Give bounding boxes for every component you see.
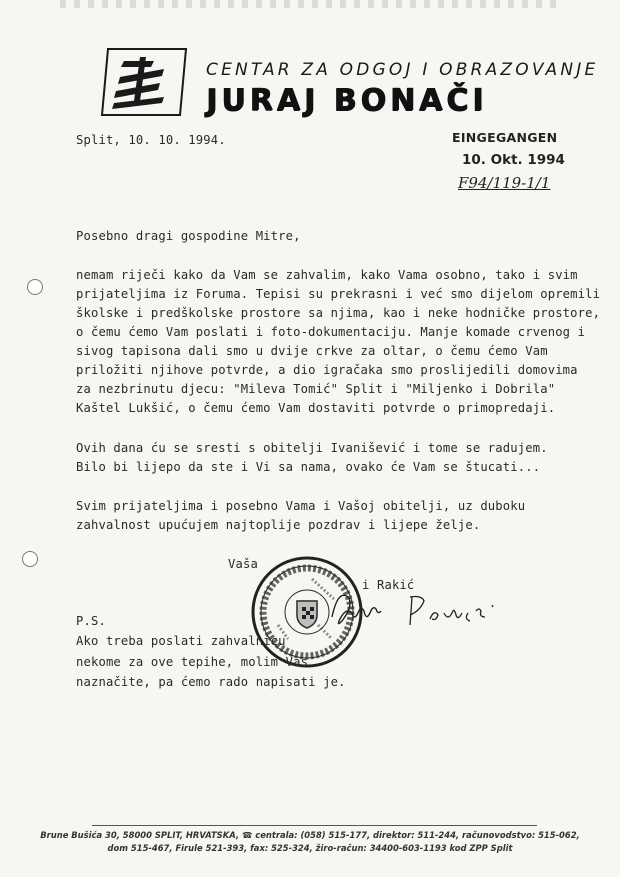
footer-address-line: Brune Bušića 30, 58000 SPLIT, HRVATSKA, ☎ centrala: (058) 515-177, direktor: 511-244, računovodstvo: 515-062,: [40, 830, 580, 840]
received-stamp-date: 10. Okt. 1994: [462, 152, 565, 168]
body-line: za nezbrinutu djecu: "Mileva Tomić" Split i "Miljenko i Dobrila": [76, 382, 556, 396]
body-line: Bilo bi lijepo da ste i Vi sa nama, ovako će Vam se štucati...: [76, 460, 541, 474]
punch-hole: [27, 279, 43, 295]
body-line: Svim prijateljima i posebno Vama i Vašoj obitelji, uz duboku: [76, 499, 526, 513]
body-line: zahvalnost upućujem najtoplije pozdrav i lijepe želje.: [76, 518, 481, 532]
ps-line: Ako treba poslati zahvalnicu: [76, 634, 286, 648]
body-line: priložiti njihove potvrde, a dio igračaka smo proslijedili domovima: [76, 363, 578, 377]
body-line: sivog tapisona dali smo u dvije crkve za oltar, o čemu ćemo Vam: [76, 344, 548, 358]
body-line: školske i predškolske prostore sa njima, kao i neke hodničke prostore,: [76, 306, 601, 320]
institution-logo: [100, 47, 188, 117]
handwritten-signature: [322, 585, 522, 635]
body-line: Ovih dana ću se sresti s obitelji Ivanišević i tome se radujem.: [76, 441, 548, 455]
footer-divider: [92, 825, 537, 826]
punch-hole: [22, 551, 38, 567]
institution-name: JURAJ BONAČI: [206, 83, 488, 118]
received-stamp-ref: F94/119-1/1: [458, 174, 551, 192]
received-stamp-label: EINGEGANGEN: [452, 130, 558, 145]
body-line: prijateljima iz Foruma. Tepisi su prekrasni i već smo dijelom opremili: [76, 287, 601, 301]
ps-line: naznačite, pa ćemo rado napisati je.: [76, 675, 346, 689]
body-line: o čemu ćemo Vam poslati i foto-dokumentaciju. Manje komade crvenog i: [76, 325, 586, 339]
ps-heading: P.S.: [76, 614, 106, 628]
body-line: nemam riječi kako da Vam se zahvalim, kako Vama osobno, tako i svim: [76, 268, 578, 282]
signer-name: i Rakić: [362, 578, 415, 592]
institution-line: CENTAR ZA ODGOJ I OBRAZOVANJE: [206, 60, 599, 80]
footer-contact-line: dom 515-467, Firule 521-393, fax: 525-324, žiro-račun: 34400-603-1193 kod ZPP Split: [107, 843, 513, 853]
top-scan-noise: [60, 0, 560, 8]
body-line: Kaštel Lukšić, o čemu ćemo Vam dostaviti potvrde o primopredaji.: [76, 401, 556, 415]
salutation: Posebno dragi gospodine Mitre,: [76, 229, 301, 243]
ps-line: nekome za ove tepihe, molim Vas: [76, 655, 309, 669]
valediction: Vaša: [228, 557, 258, 571]
place-date: Split, 10. 10. 1994.: [76, 133, 226, 147]
